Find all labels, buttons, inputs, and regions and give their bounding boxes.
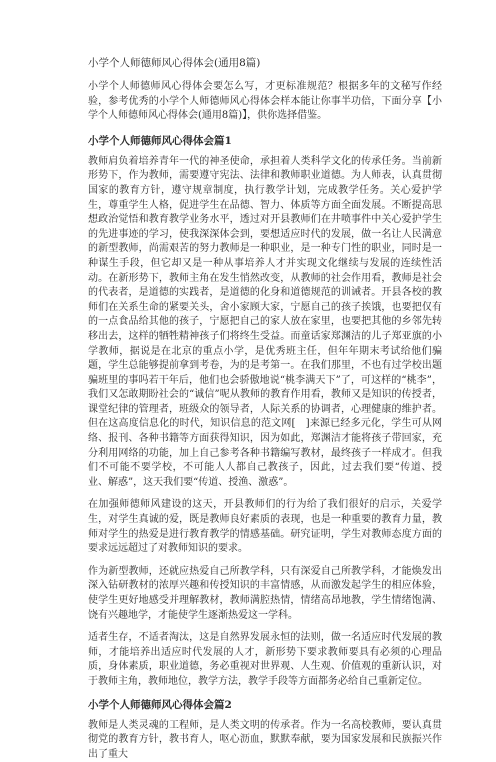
body-paragraph: 作为新型教师，还就应热爱自己所教学科，只有深爱自己所教学科，才能焕发出深入钻研教材的浓厚兴趣和传授知识的丰富情感，从而激发起学生的相应体验，使学生更好地感受并理解教材，教师满腔热情，情绪高昂地教，学生情绪饱满、饶有兴趣地学，才能使学生逐渐热爱这一学科。 (88, 565, 442, 621)
body-paragraph: 教师肩负着培养青年一代的神圣使命，承担着人类科学文化的传承任务。当前新形势下，作为教师，需要遵守宪法、法律和教师职业道德。为人师表，认真贯彻国家的教育方针，遵守规章制度，执行教学计划，完成教学任务。关心爱护学生，尊重学生人格，促进学生在品德、智力、体质等方面全面发展。不断提高思想政治觉悟和教育教学业务水平，透过对开县教师们在井喷事件中关心爱护学生的先进事迹的学习，使我深深体会到，要想适应时代的发展，做一名让人民满意的新型教师，尚需艰苦的努力教师是一种职业，是一种专门性的职业，同时是一种谋生手段，但它却又是一种从事培养人才并实现文化继续与发展的连续性活动。在新形势下，教师主角在发生悄然改变，从教师的社会作用看，教师是社会的代表者，是道德的实践者，是道德的化身和道德规范的训诫者。开县各校的教师们在关系生命的紧要关头，舍小家顾大家，宁愿自己的孩子挨饿，也要把仅有的一点食品给其他的孩子，宁愿把自己的家人放在家里，也要把其他的乡邻先转移出去，这样的牺牲精神孩子们将终生受益。而童话家郑渊洁的儿子郑亚旗的小学教师，据说是在北京的重点小学，是优秀班主任，但年年期末考试给他们骗题，学生总能够提前拿到考卷，为的是考第一。在我们那里，不也有过学校出题骗班里的事吗若干年后，他们也会骄傲地说“桃李满天下”了，可这样的“桃李”，我们又怎敢期盼社会的“诚信”呢从教师的教育作用看，教师又是知识的传授者，课堂纪律的管理者，班级众的领导者，人际关系的协调者，心理健康的维护者。但在这高度信息化的时代，知识信息的范文网[ ]来源已经多元化，学生可从网络、报刊、各种书籍等方面获得知识，因为如此，郑渊洁才能将孩子带回家，充分利用网络的功能，加上自己参考各种书籍编写教材，最终孩子一样成才。但我们不可能不要学校，不可能人人都自己教孩子，因此，过去我们要“传道、授业、解惑”，这天我们要“传道、授渔、激惑”。 (88, 155, 442, 488)
section-heading: 小学个人师德师风心得体会篇1 (88, 134, 232, 147)
body-paragraph: 适者生存，不适者淘汰，这是自然界发展永恒的法则，做一名适应时代发展的教师，才能培养出适应时代发展的人才，新形势下要求教师要具有必须的心理品质，身体素质，职业道德，务必重视对世界观、人生观、价值观的重新认识，对于教师主角，教师地位，教学方法，教学手段等方面都务必给自己重新定位。 (88, 632, 442, 687)
body-paragraph: 在加强师德师风建设的这天，开县教师们的行为给了我们很好的启示，关爱学生，对学生真诚的爱，既是教师良好素质的表现，也是一种重要的教育力量，教师对学生的热爱是进行教育教学的情感基础。研究证明，学生对教师态度方面的要求远远超过了对教师知识的要求。 (88, 499, 442, 555)
document-title: 小学个人师德师风心得体会(通用8篇) (88, 57, 261, 69)
intro-paragraph: 小学个人师德师风心得体会要怎么写，才更标准规范？根据多年的文秘写作经验，参考优秀的小学个人师德师风心得体会样本能让你事半功倍，下面分享【小学个人师德师风心得体会(通用8篇)】，供你选择借鉴。 (88, 81, 442, 122)
section-heading: 小学个人师德师风心得体会篇2 (88, 698, 232, 711)
body-paragraph: 教师是人类灵魂的工程师，是人类文明的传承者。作为一名高校教师，要认真贯彻党的教育方针，教书育人，呕心沥血，默默奉献，要为国家发展和民族振兴作出了重大 (88, 719, 442, 760)
